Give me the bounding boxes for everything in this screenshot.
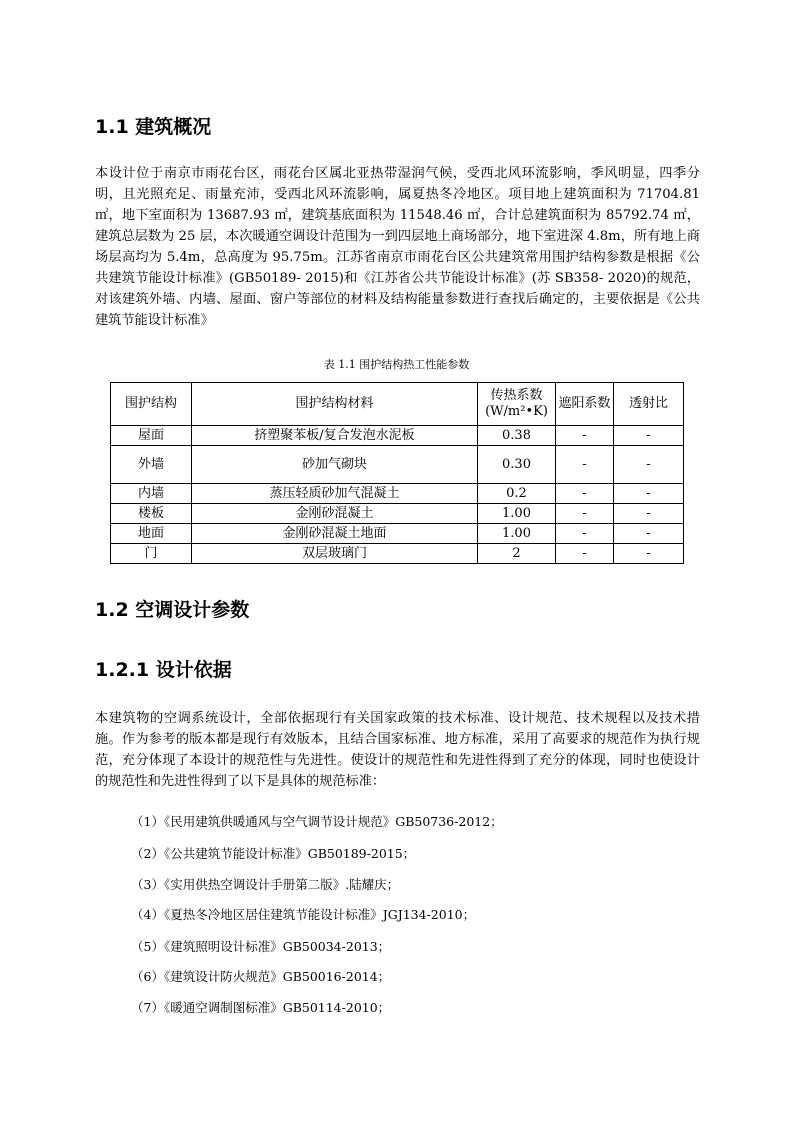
table-cell: 金刚砂混凝土地面 (192, 524, 478, 544)
table-cell: - (556, 426, 614, 446)
section-heading-1-1: 1.1 建筑概况 (95, 116, 212, 138)
header-cell: 围护结构 (111, 383, 192, 426)
standard-item: （7）《暖通空调制图标准》GB50114-2010； (131, 1000, 391, 1015)
table-cell: 屋面 (111, 426, 192, 446)
section-heading-1-2-1: 1.2.1 设计依据 (95, 659, 232, 681)
table-row (111, 544, 684, 564)
header-cell: 传热系数(W/m²•K) (478, 383, 556, 426)
table-cell: 楼板 (111, 504, 192, 524)
basis-paragraph: 本建筑物的空调系统设计，全部依据现行有关国家政策的技术标准、设计规范、技术规程以及技术措施。作为参考的版本都是现行有效版本，且结合国家标准、地方标准，采用了高要求的规范作为执行规范，充分体现了本设计的规范性与先进性。使设计的规范性和先进性得到了充分的体现，同时也使设计的规范性和先进性得到了以下是具体的规范标准： (95, 711, 700, 789)
table-cell: 外墙 (111, 446, 192, 484)
standard-item: （5）《建筑照明设计标准》GB50034-2013； (131, 939, 391, 954)
table-cell: 双层玻璃门 (192, 544, 478, 564)
table-header-row (111, 383, 684, 426)
table-row (111, 524, 684, 544)
table-cell: - (614, 544, 684, 564)
table-cell: - (614, 484, 684, 504)
standard-item: （3）《实用供热空调设计手册第二版》.陆耀庆； (131, 877, 400, 892)
table-cell: - (614, 504, 684, 524)
table-cell: 0.38 (478, 426, 556, 446)
table-cell: 挤塑聚苯板/复合发泡水泥板 (192, 426, 478, 446)
table-row (111, 504, 684, 524)
table-cell: 1.00 (478, 504, 556, 524)
table-cell: 地面 (111, 524, 192, 544)
table-cell: - (556, 504, 614, 524)
table-cell: 0.2 (478, 484, 556, 504)
table-cell: - (614, 426, 684, 446)
header-cell: 透射比 (614, 383, 684, 426)
overview-paragraph: 本设计位于南京市雨花台区，雨花台区属北亚热带湿润气候，受西北风环流影响，季风明显，四季分明，且光照充足、雨量充沛，受西北风环流影响，属夏热冬冷地区。项目地上建筑面积为 71704.81 ㎡，地下室面积为 13687.93 ㎡，建筑基底面积为 11548.46 ㎡，合计总建筑面积为 85792.74 ㎡，建筑总层数为 25 层，本次暖通空调设计范围为一到四层地上商场部分，地下室进深 4.8m，所有地上商场层高均为 5.4m，总高度为 95.75m。江苏省南京市雨花台区公共建筑常用围护结构参数是根据《公共建筑节能设计标准》(GB50189- 2015)和《江苏省公共节能设计标准》(苏 SB358- 2020)的规范，对该建筑外墙、内墙、屋面、窗户等部位的材料及结构能量参数进行查找后确定的，主要依据是《公共建筑节能设计标准》 (95, 166, 700, 328)
table-cell: 1.00 (478, 524, 556, 544)
table-cell: 门 (111, 544, 192, 564)
table-cell: 2 (478, 544, 556, 564)
table-cell: - (614, 524, 684, 544)
standard-item: （6）《建筑设计防火规范》GB50016-2014； (131, 969, 391, 984)
table-cell: - (556, 446, 614, 484)
table-cell: - (556, 484, 614, 504)
table-row (111, 484, 684, 504)
thermal-parameters-table (110, 382, 684, 564)
table-row (111, 426, 684, 446)
header-cell: 围护结构材料 (192, 383, 478, 426)
standard-item: （1）《民用建筑供暖通风与空气调节设计规范》GB50736-2012； (131, 814, 503, 829)
table-caption: 表 1.1 围护结构热工性能参数 (323, 358, 470, 371)
table-cell: 金刚砂混凝土 (192, 504, 478, 524)
table-cell: 砂加气砌块 (192, 446, 478, 484)
table-cell: - (556, 524, 614, 544)
section-heading-1-2: 1.2 空调设计参数 (95, 599, 250, 621)
table-cell: - (614, 446, 684, 484)
header-cell: 遮阳系数 (556, 383, 614, 426)
table-cell: 0.30 (478, 446, 556, 484)
table-cell: - (556, 544, 614, 564)
standard-item: （2）《公共建筑节能设计标准》GB50189-2015； (131, 846, 416, 861)
table-cell: 内墙 (111, 484, 192, 504)
table-cell: 蒸压轻质砂加气混凝土 (192, 484, 478, 504)
table-row (111, 446, 684, 484)
standard-item: （4）《夏热冬冷地区居住建筑节能设计标准》JGJ134-2010； (131, 907, 476, 922)
